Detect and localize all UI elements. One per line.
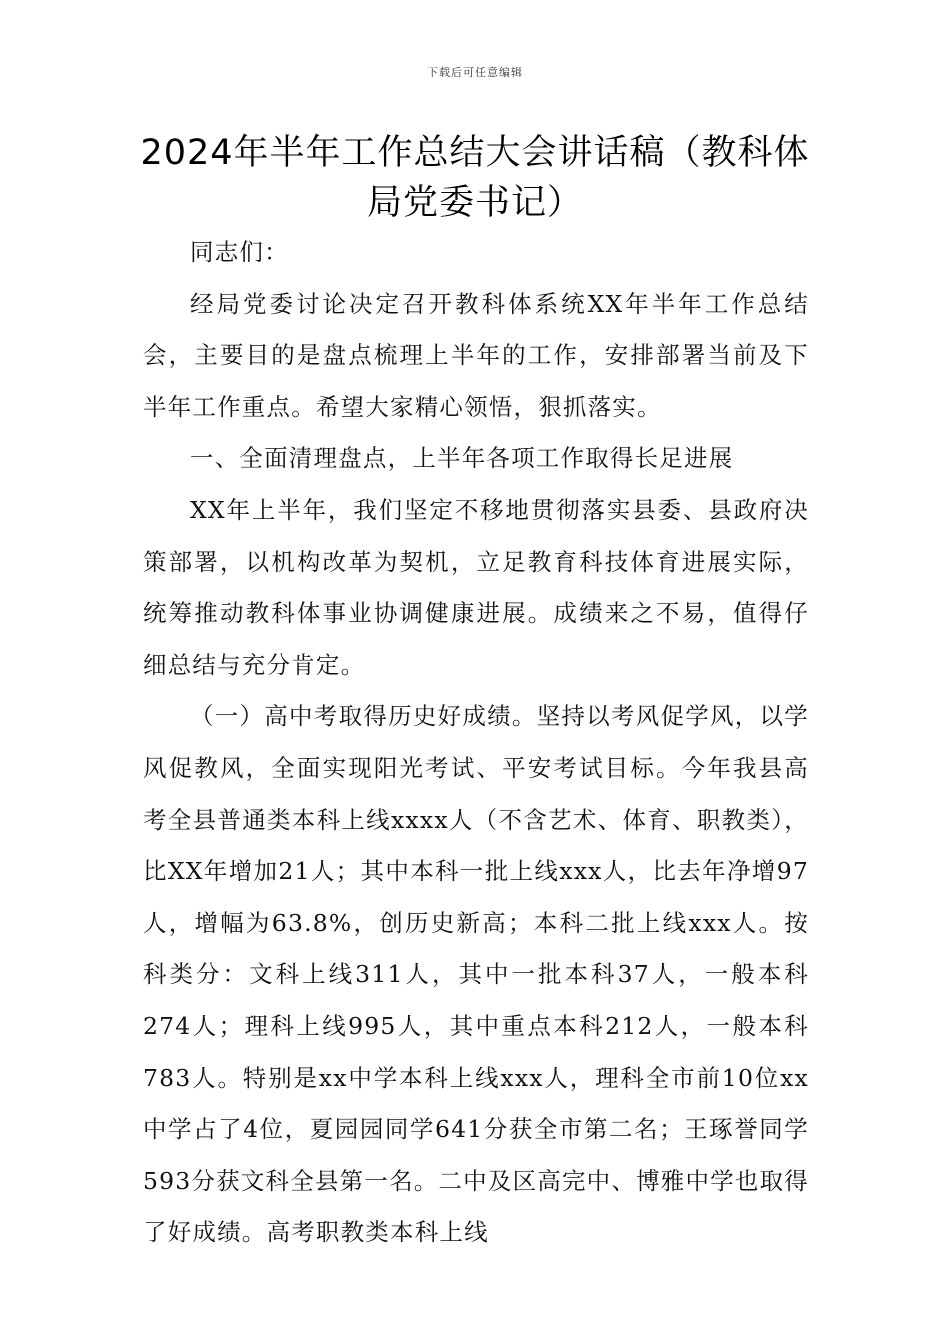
salutation: 同志们：: [190, 238, 289, 266]
document-title: 2024年半年工作总结大会讲话稿（教科体局党委书记）: [140, 133, 810, 223]
download-note: 下载后可任意编辑: [427, 66, 523, 79]
section-intro-paragraph: XX年上半年，我们坚定不移地贯彻落实县委、县政府决策部署，以机构改革为契机，立足教育科技体育进展实际，统筹推动教科体事业协调健康进展。成绩来之不易，值得仔细总结与充分肯定。: [143, 495, 809, 679]
section-heading: 一、全面清理盘点，上半年各项工作取得长足进展: [190, 444, 734, 473]
subsection-paragraph: （一）高中考取得历史好成绩。坚持以考风促学风，以学风促教风，全面实现阳光考试、平安考试目标。今年我县高考全县普通类本科上线xxxx人（不含艺术、体育、职教类），比XX年增加21人；其中本科一批上线xxx人，比去年净增97人，增幅为63.8%，创历史新高；本科二批上线xxx人。按科类分：文科上线311人，其中一批本科37人，一般本科274人；理科上线995人，其中重点本科212人，一般本科783人。特别是xx中学本科上线xxx人，理科全市前10位xx中学占了4位，夏园园同学641分获全市第二名；王琢誉同学593分获文科全县第一名。二中及区高完中、博雅中学也取得了好成绩。高考职教类本科上线: [143, 702, 809, 1247]
document-body: [143, 227, 809, 1259]
intro-paragraph: 经局党委讨论决定召开教科体系统XX年半年工作总结会，主要目的是盘点梳理上半年的工作，安排部署当前及下半年工作重点。希望大家精心领悟，狠抓落实。: [143, 289, 809, 421]
